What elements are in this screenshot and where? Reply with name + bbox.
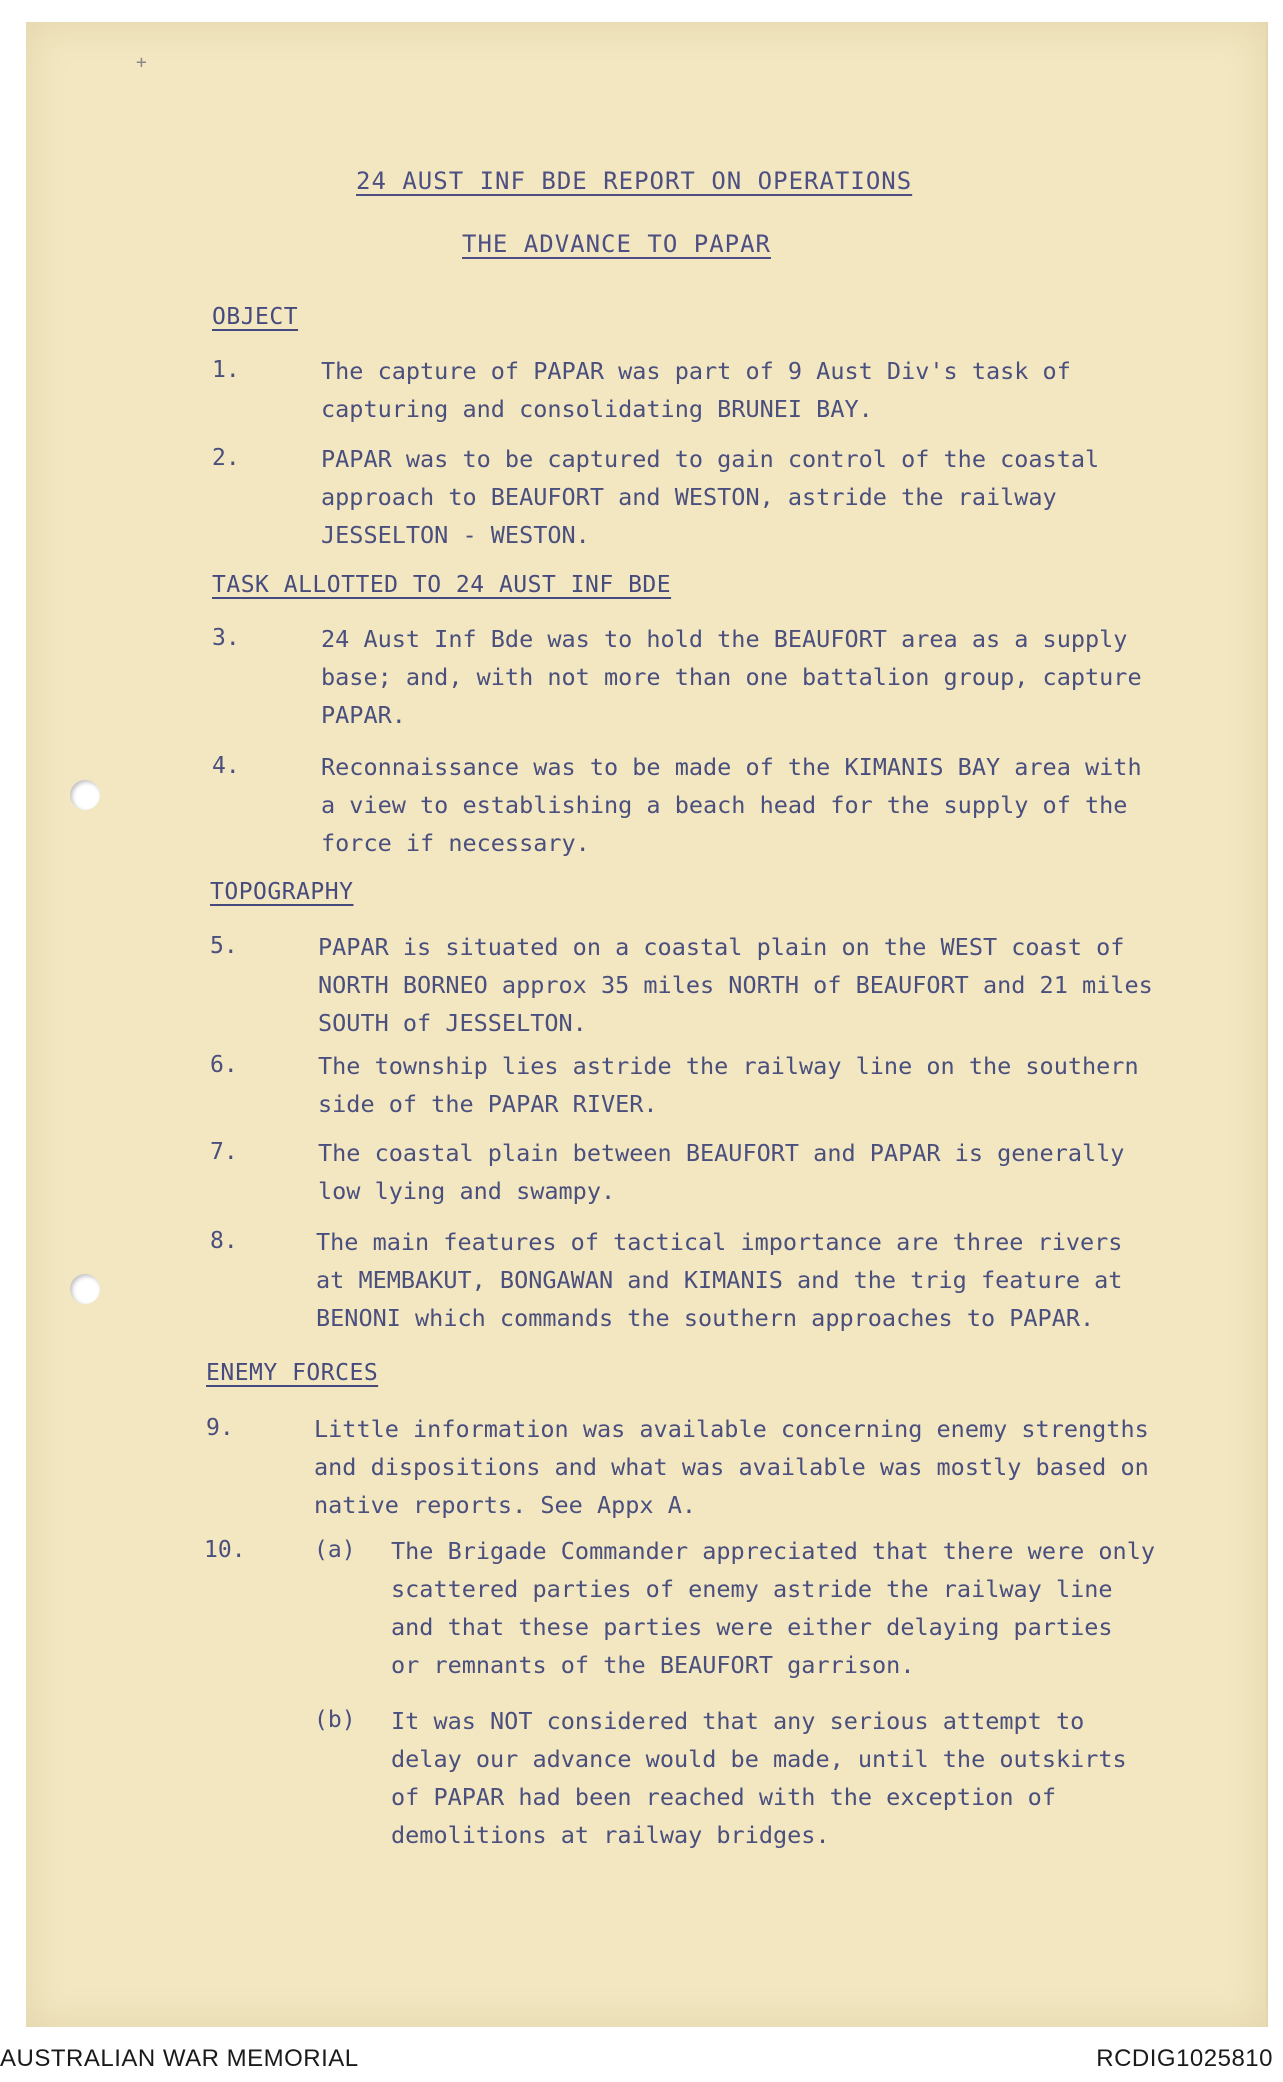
section-heading-object: OBJECT [212, 304, 299, 330]
paragraph-number: 9. [206, 1415, 234, 1441]
subparagraph-label: (a) [314, 1537, 356, 1563]
subparagraph-text: It was NOT considered that any serious attempt to delay our advance would be made, until the outskirts of PAPAR had been reached with the exception of demolitions at railway bridges. [391, 1707, 1127, 1849]
paragraph-number: 10. [204, 1537, 246, 1563]
paragraph-number: 5. [210, 933, 238, 959]
paragraph-number: 4. [212, 753, 240, 779]
footer-record-id: RCDIG1025810 [1096, 2045, 1273, 2072]
paragraph-text: The capture of PAPAR was part of 9 Aust Div's task of capturing and consolidating BRUNEI BAY. [321, 357, 1071, 423]
section-heading-enemy-forces: ENEMY FORCES [206, 1360, 379, 1386]
paragraph-text: PAPAR was to be captured to gain control of the coastal approach to BEAUFORT and WESTON, astride the railway JESSELTON - WESTON. [321, 445, 1100, 549]
paragraph-text: The township lies astride the railway line on the southern side of the PAPAR RIVER. [318, 1052, 1139, 1118]
paragraph-text: Reconnaissance was to be made of the KIMANIS BAY area with a view to establishing a beach head for the supply of the force if necessary. [321, 753, 1142, 857]
paragraph-number: 6. [210, 1052, 238, 1078]
document-subtitle: THE ADVANCE TO PAPAR [462, 230, 771, 258]
margin-mark: + [136, 52, 147, 73]
paragraph-number: 7. [210, 1139, 238, 1165]
document-title: 24 AUST INF BDE REPORT ON OPERATIONS [356, 167, 913, 195]
paragraph-text: PAPAR is situated on a coastal plain on the WEST coast of NORTH BORNEO approx 35 miles NORTH of BEAUFORT and 21 miles SOUTH of JESSELTON. [318, 933, 1153, 1037]
subparagraph-text: The Brigade Commander appreciated that there were only scattered parties of enemy astride the railway line and that these parties were either delaying parties or remnants of the BEAUFORT garrison. [391, 1537, 1156, 1679]
paragraph-number: 3. [212, 625, 240, 651]
paragraph-text: 24 Aust Inf Bde was to hold the BEAUFORT area as a supply base; and, with not more than one battalion group, capture PAPAR. [321, 625, 1142, 729]
punch-hole-top [70, 780, 100, 810]
paragraph-text: Little information was available concerning enemy strengths and dispositions and what was available was mostly based on native reports. See Appx A. [314, 1415, 1149, 1519]
document-page [26, 22, 1268, 2027]
paragraph-text: The main features of tactical importance are three rivers at MEMBAKUT, BONGAWAN and KIMANIS and the trig feature at BENONI which commands the southern approaches to PAPAR. [316, 1228, 1123, 1332]
section-heading-task: TASK ALLOTTED TO 24 AUST INF BDE [212, 572, 672, 598]
punch-hole-bottom [70, 1274, 100, 1304]
section-heading-topography: TOPOGRAPHY [210, 879, 354, 905]
paragraph-text: The coastal plain between BEAUFORT and PAPAR is generally low lying and swampy. [318, 1139, 1125, 1205]
paragraph-number: 2. [212, 445, 240, 471]
subparagraph-label: (b) [314, 1707, 356, 1733]
footer-institution: AUSTRALIAN WAR MEMORIAL [0, 2045, 359, 2072]
paragraph-number: 1. [212, 357, 240, 383]
paragraph-number: 8. [210, 1228, 238, 1254]
